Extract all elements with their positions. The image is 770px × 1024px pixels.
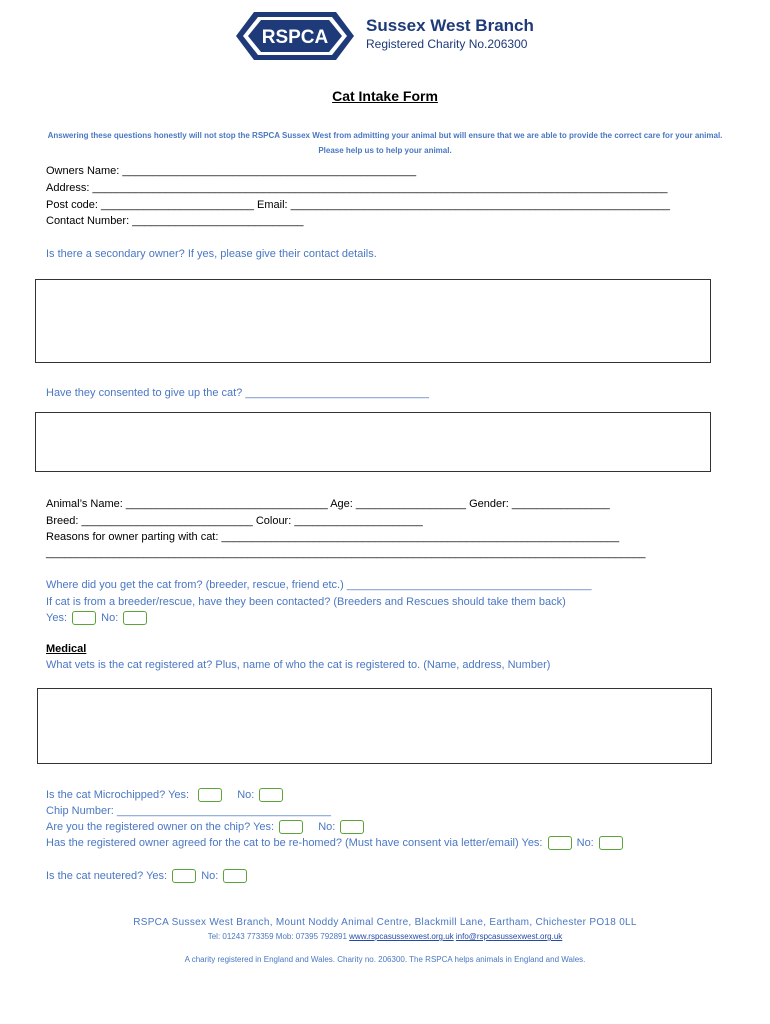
microchip-yes-checkbox[interactable]: [198, 788, 222, 802]
microchip-question: Is the cat Microchipped? Yes:: [46, 789, 190, 801]
secondary-owner-question: Is there a secondary owner? If yes, please give their contact details.: [46, 248, 377, 260]
registered-owner-row: [46, 819, 366, 836]
yes-label: Yes:: [46, 612, 68, 624]
microchip-no-checkbox[interactable]: [259, 788, 283, 802]
reasons-field-line2[interactable]: __________________________________________________________________________________________________: [46, 547, 646, 559]
footer-address: RSPCA Sussex West Branch, Mount Noddy Animal Centre, Blackmill Lane, Eartham, Chichester PO18 0LL: [133, 917, 637, 928]
no-label: No:: [101, 612, 119, 624]
no-label: No:: [237, 789, 255, 801]
charity-number: Registered Charity No.206300: [366, 37, 528, 51]
no-label: No:: [201, 870, 219, 882]
address-field[interactable]: Address: ______________________________________________________________________________________________: [46, 182, 668, 194]
rehome-yes-checkbox[interactable]: [548, 836, 572, 850]
branch-title: Sussex West Branch: [366, 16, 534, 35]
logo-text: RSPCA: [261, 27, 329, 48]
footer-website-link[interactable]: www.rspcasussexwest.org.uk: [349, 932, 454, 941]
no-label: No:: [576, 837, 594, 849]
rehome-question: Has the registered owner agreed for the cat to be re-homed? (Must have consent via letter/email) Yes:: [46, 837, 543, 849]
rehome-row: [46, 835, 625, 852]
neutered-question: Is the cat neutered? Yes:: [46, 870, 168, 882]
footer-charity-note: A charity registered in England and Wales. Charity no. 206300. The RSPCA helps animals in England and Wales.: [184, 955, 586, 964]
secondary-owner-box[interactable]: [35, 279, 711, 363]
registered-no-checkbox[interactable]: [340, 820, 364, 834]
page-title: Cat Intake Form: [332, 88, 438, 104]
postcode-email-field[interactable]: Post code: _________________________ Email: ______________________________________________________________: [46, 199, 670, 211]
origin-question[interactable]: Where did you get the cat from? (breeder, rescue, friend etc.) ________________________________________: [46, 579, 592, 591]
no-label: No:: [318, 821, 336, 833]
breeder-no-checkbox[interactable]: [123, 611, 147, 625]
footer-phone: Tel: 01243 773359 Mob: 07395 792891: [207, 932, 350, 941]
consent-question[interactable]: Have they consented to give up the cat? ______________________________: [46, 387, 429, 399]
consent-box[interactable]: [35, 412, 711, 472]
breed-colour-field[interactable]: Breed: ____________________________ Colour: _____________________: [46, 515, 423, 527]
chip-number-field[interactable]: Chip Number: ___________________________________: [46, 805, 332, 817]
intro-text: Answering these questions honestly will not stop the RSPCA Sussex West from admitting your animal but will ensure that we are able to provide the correct care for your animal. Please help us to help your animal.: [47, 131, 723, 155]
medical-heading: Medical: [46, 643, 87, 655]
neutered-row: [46, 868, 249, 885]
neutered-yes-checkbox[interactable]: [172, 869, 196, 883]
microchip-row: [46, 787, 285, 804]
breeder-question: If cat is from a breeder/rescue, have they been contacted? (Breeders and Rescues should take them back): [46, 596, 566, 608]
breeder-yes-checkbox[interactable]: [72, 611, 96, 625]
owners-name-field[interactable]: Owners Name: ________________________________________________: [46, 165, 417, 177]
footer-email-link[interactable]: info@rspcasussexwest.org.uk: [455, 932, 563, 941]
neutered-no-checkbox[interactable]: [223, 869, 247, 883]
footer-contact: [0, 932, 770, 941]
registered-owner-question: Are you the registered owner on the chip? Yes:: [46, 821, 275, 833]
registered-yes-checkbox[interactable]: [279, 820, 303, 834]
breeder-contacted-row: [46, 610, 149, 627]
vets-question: What vets is the cat registered at? Plus, name of who the cat is registered to. (Name, address, Number): [46, 659, 551, 671]
animal-name-age-gender-field[interactable]: Animal’s Name: _________________________________ Age: __________________ Gender: ________________: [46, 498, 610, 510]
vets-box[interactable]: [37, 688, 712, 764]
rspca-logo: [234, 10, 356, 62]
rehome-no-checkbox[interactable]: [599, 836, 623, 850]
reasons-field[interactable]: Reasons for owner parting with cat: _________________________________________________________________: [46, 531, 620, 543]
contact-number-field[interactable]: Contact Number: ____________________________: [46, 215, 304, 227]
